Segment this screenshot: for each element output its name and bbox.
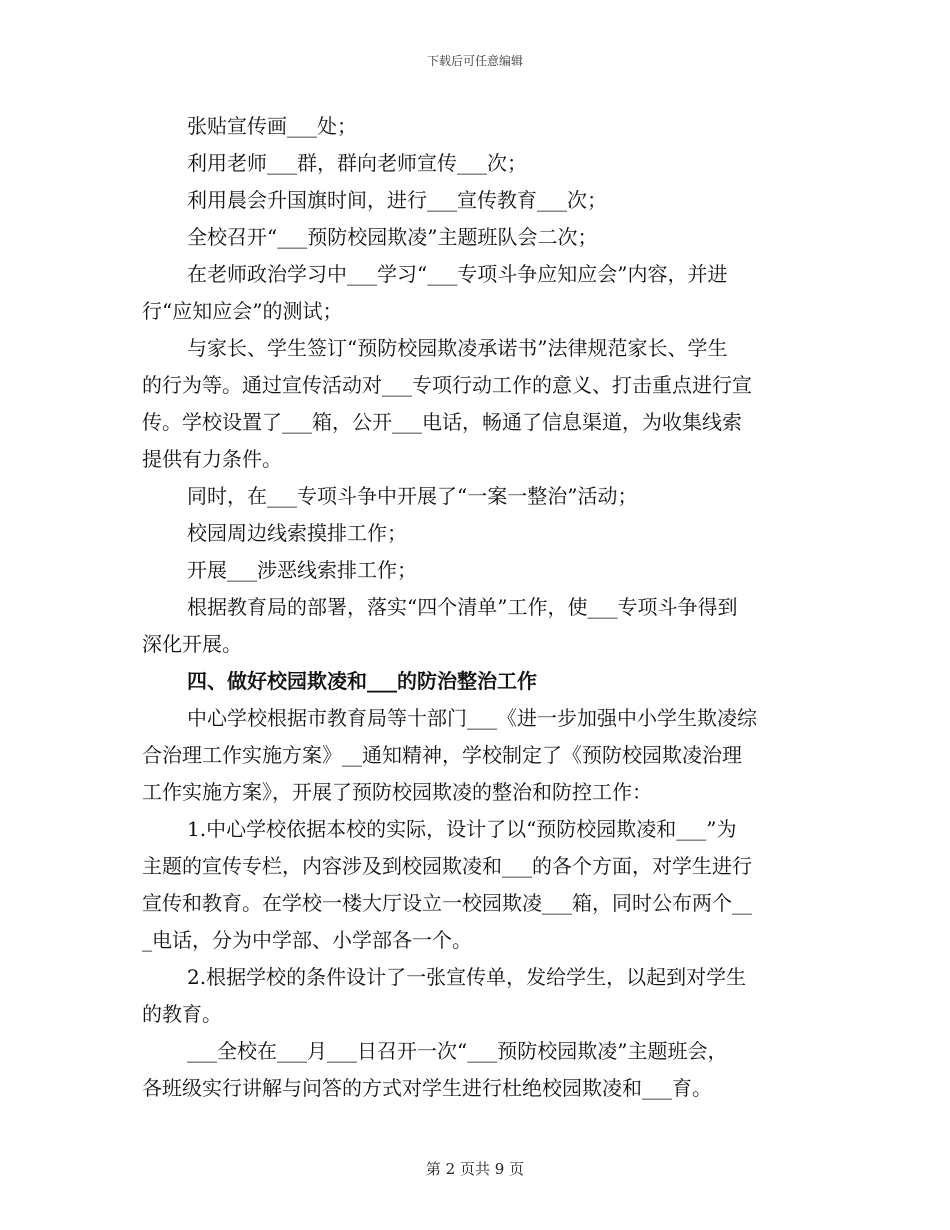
paragraph-line: 校园周边线索摸排工作； <box>187 521 407 545</box>
paragraph-line: 行“应知应会”的测试； <box>142 299 343 323</box>
section-heading: 四、做好校园欺凌和___的防治整治工作 <box>187 669 537 693</box>
paragraph-line: 合治理工作实施方案》__通知精神，学校制定了《预防校园欺凌治理 <box>142 743 742 767</box>
paragraph-line: 深化开展。 <box>142 632 242 656</box>
paragraph-line: 宣传和教育。在学校一楼大厅设立一校园欺凌___箱，同时公布两个__ <box>142 891 752 915</box>
page-number: 第 2 页共 9 页 <box>425 1160 525 1178</box>
paragraph-line: 同时，在___专项斗争中开展了“一案一整治”活动； <box>187 484 638 508</box>
paragraph-line: 全校召开“___预防校园欺凌”主题班队会二次； <box>187 225 598 249</box>
paragraph-line: 在老师政治学习中___学习“___专项斗争应知应会”内容，并进 <box>187 262 728 286</box>
paragraph-line: 各班级实行讲解与问答的方式对学生进行杜绝校园欺凌和___育。 <box>142 1076 712 1100</box>
document-body <box>142 108 808 1107</box>
paragraph-line: 1.中心学校依据本校的实际，设计了以“预防校园欺凌和___”为 <box>187 817 737 841</box>
paragraph-line: 主题的宣传专栏，内容涉及到校园欺凌和___的各个方面，对学生进行 <box>142 854 752 878</box>
paragraph-line: 根据教育局的部署，落实“四个清单”工作，使___专项斗争得到 <box>187 595 738 619</box>
paragraph-line: _电话，分为中学部、小学部各一个。 <box>142 928 472 952</box>
paragraph-line: 开展___涉恶线索排工作； <box>187 558 417 582</box>
paragraph-line: 的教育。 <box>142 1002 222 1026</box>
paragraph-line: ___全校在___月___日召开一次“___预防校园欺凌”主题班会， <box>187 1039 728 1063</box>
paragraph-line: 工作实施方案》，开展了预防校园欺凌的整治和防控工作： <box>142 780 652 804</box>
paragraph-line: 中心学校根据市教育局等十部门___《进一步加强中小学生欺凌综 <box>187 706 757 730</box>
page-header: 下载后可任意编辑 <box>426 54 523 68</box>
paragraph-line: 利用老师___群，群向老师宣传___次； <box>187 151 527 175</box>
paragraph-line: 与家长、学生签订“预防校园欺凌承诺书”法律规范家长、学生 <box>187 336 728 360</box>
paragraph-line: 的行为等。通过宣传活动对___专项行动工作的意义、打击重点进行宣 <box>142 373 752 397</box>
paragraph-line: 利用晨会升国旗时间，进行___宣传教育___次； <box>187 188 607 212</box>
paragraph-line: 张贴宣传画___处； <box>187 114 357 138</box>
paragraph-line: 传。学校设置了___箱，公开___电话，畅通了信息渠道，为收集线索 <box>142 410 742 434</box>
paragraph-line: 提供有力条件。 <box>142 447 282 471</box>
paragraph-line: 2.根据学校的条件设计了一张宣传单，发给学生，以起到对学生 <box>187 965 747 989</box>
